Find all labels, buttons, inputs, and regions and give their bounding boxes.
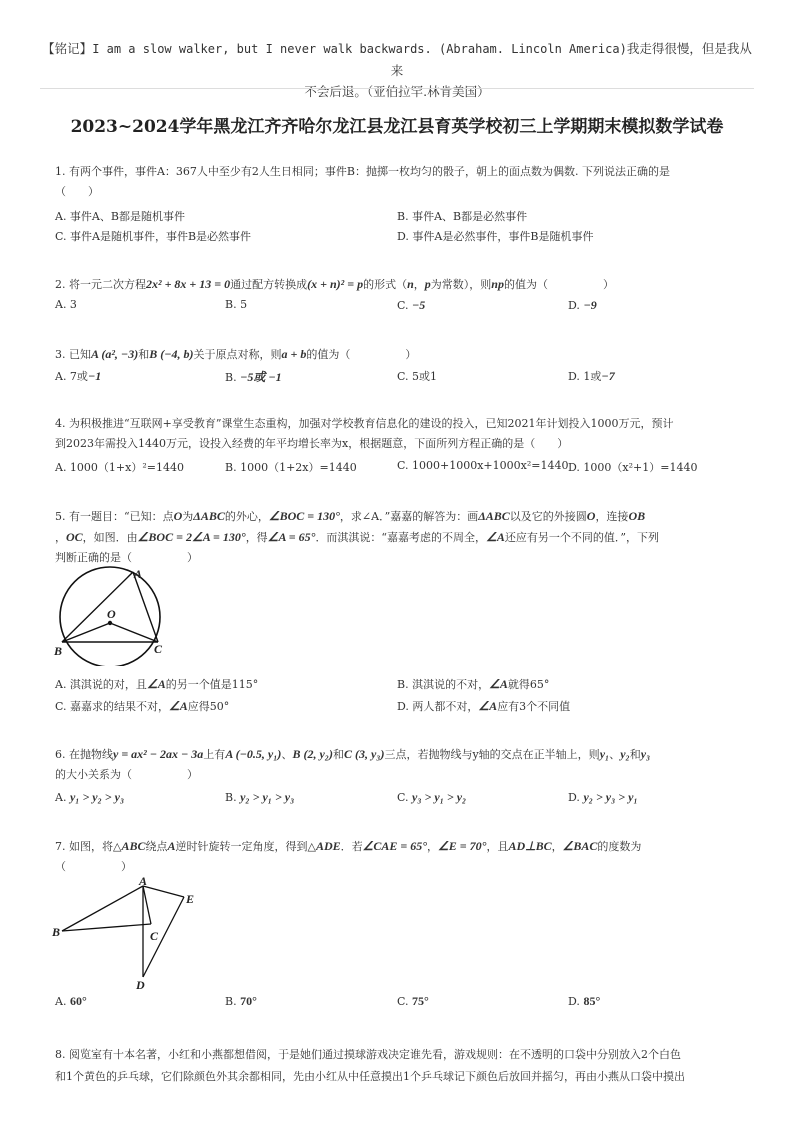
q7-text: 7. 如图，将△: [55, 840, 122, 853]
q6-option-c-label: C.: [397, 791, 409, 804]
q6-option-b-math: y₂ > y₁ > y₃: [240, 790, 295, 804]
q3-option-c[interactable]: C. 5或1: [397, 370, 438, 383]
q6-option-a-label: A.: [55, 791, 67, 804]
q5-text: ，得: [245, 531, 268, 544]
q5-option-c[interactable]: [55, 698, 229, 714]
q7-text: 的度数为: [597, 840, 642, 853]
q7-math: AD⊥BC: [508, 839, 552, 853]
q4-option-a[interactable]: A. 1000（1+x）²=1440: [55, 461, 184, 474]
q7-text: 绕点: [145, 840, 168, 853]
q3-option-b-math: −5或 −1: [240, 370, 282, 384]
q6-text: 和: [629, 748, 641, 761]
q6-option-a-math: y₁ > y₂ > y₃: [69, 790, 125, 804]
q4-stem-line2: 到2023年需投入1440万元，设投入经费的年平均增长率为x，根据题意，下面所列方程正确的是（ ）: [55, 437, 569, 450]
segment-ac: [143, 886, 151, 924]
q5-math: ∠A = 65°: [267, 530, 316, 544]
question-5-stem: [55, 506, 745, 568]
q1-option-b[interactable]: B. 事件A、B都是必然事件: [397, 210, 528, 223]
q6-math: y₁: [599, 747, 610, 761]
q7-option-c-label: C.: [397, 995, 409, 1008]
page-title: 2023~2024学年黑龙江齐齐哈尔龙江县龙江县育英学校初三上学期期末模拟数学试卷: [70, 117, 724, 137]
q8-stem-line2: 和1个黄色的乒乓球，它们除颜色外其余都相同，先由小红从中任意摸出1个乒乓球记下颜色后放回并摇匀，再由小燕从口袋中摸出: [55, 1070, 685, 1083]
q1-option-c[interactable]: C. 事件A是随机事件，事件B是必然事件: [55, 230, 252, 243]
q5-option-d-math: ∠A: [478, 699, 498, 713]
q7-option-a-label: A.: [55, 995, 67, 1008]
q5-circle-figure: [52, 566, 177, 666]
q5-text: ，: [55, 531, 66, 544]
q7-math: ABC: [121, 839, 146, 853]
header-motto: [40, 38, 754, 102]
q7-option-a-value: 60°: [69, 994, 87, 1008]
q2-text: 的形式（: [363, 278, 408, 291]
q3-option-b-label: B.: [225, 371, 237, 384]
label-a: A: [134, 567, 143, 581]
q2-option-a[interactable]: A. 3: [55, 298, 77, 311]
q5-option-a[interactable]: [55, 676, 258, 692]
q7-text: ，: [427, 840, 439, 853]
q5-option-d[interactable]: [397, 698, 570, 714]
q7-option-c[interactable]: [397, 994, 429, 1009]
q5-math: ΔABC: [478, 509, 510, 523]
label-a: A: [139, 875, 148, 888]
q6-text: 、: [609, 748, 621, 761]
label-o: O: [107, 607, 116, 621]
q7-text: ．若: [340, 840, 363, 853]
q6-math: C (3, y₃): [343, 747, 385, 761]
q5-math: O: [586, 509, 596, 523]
q7-rotation-figure: [50, 875, 200, 993]
q6-text: 和: [332, 748, 344, 761]
q2-option-c-math: −5: [412, 298, 426, 312]
q2-option-d-label: D.: [568, 299, 580, 312]
q3-option-d-label: D. 1或: [568, 370, 602, 383]
question-8-stem: [55, 1044, 745, 1088]
q6-option-c[interactable]: [397, 790, 466, 805]
q6-text: 6. 在抛物线: [55, 748, 113, 761]
q5-math: O: [173, 509, 183, 523]
q6-math: B (2, y₂): [292, 747, 333, 761]
q6-option-c-math: y₃ > y₁ > y₂: [412, 790, 467, 804]
q7-option-b-value: 70°: [240, 994, 257, 1008]
q6-math: y₂: [620, 747, 630, 761]
q2-math: p: [424, 277, 431, 291]
q7-stem-line2: （ ）: [55, 860, 132, 873]
header-divider: [40, 88, 754, 89]
q7-option-c-value: 75°: [412, 994, 429, 1008]
q6-option-a[interactable]: [55, 790, 124, 805]
q5-option-b-math: ∠A: [489, 677, 508, 691]
motto-chinese-2: 不会后退。（亚伯拉罕.林肯美国）: [304, 84, 490, 99]
q3-text: 的值为（ ）: [306, 348, 417, 361]
motto-chinese-1: 我走得很慢，但是我从来: [390, 41, 752, 78]
q2-math: np: [491, 277, 504, 291]
label-c: C: [154, 642, 163, 656]
segment-ab: [62, 886, 143, 931]
q5-text: 以及它的外接圆: [509, 510, 587, 523]
q7-option-d-value: 85°: [583, 994, 601, 1008]
q5-math: OC: [66, 530, 83, 544]
q2-text: ，: [413, 278, 425, 291]
q4-stem-line1: 4. 为积极推进“互联网+享受教育”课堂生态重构，加强对学校教育信息化的建设的投入，已知2021年计划投入1000万元，预计: [55, 417, 674, 430]
q3-option-d-math: −7: [601, 369, 615, 383]
q6-math: A (−0.5, y₁): [225, 747, 282, 761]
q6-option-d[interactable]: [568, 790, 638, 805]
q5-option-a-text: 的另一个值是115°: [165, 678, 259, 691]
q5-text: 的外心，: [224, 510, 269, 523]
q6-math: y = ax² − 2ax − 3a: [113, 747, 204, 761]
q2-option-c[interactable]: [397, 298, 425, 313]
q2-option-b[interactable]: B. 5: [225, 298, 248, 311]
q3-text: 关于原点对称，则: [193, 348, 282, 361]
question-1-stem: [55, 162, 745, 202]
label-b: B: [54, 644, 63, 658]
q2-option-c-label: C.: [397, 299, 409, 312]
q5-option-d-text: 应有3个不同值: [497, 700, 571, 713]
q1-stem-line2: （ ）: [55, 185, 99, 198]
question-2-stem: [55, 274, 745, 295]
q7-math: ∠E = 70°: [438, 839, 487, 853]
q3-option-d[interactable]: [568, 368, 615, 384]
q5-text: ，连接: [595, 510, 629, 523]
q3-math: a + b: [281, 347, 307, 361]
motto-english: I am a slow walker, but I never walk backwards. (Abraham. Lincoln America): [92, 42, 627, 56]
q6-stem-line2: 的大小关系为（ ）: [55, 768, 198, 781]
q6-text: 上有: [203, 748, 226, 761]
q2-math: 2x² + 8x + 13 = 0: [146, 277, 231, 291]
q6-math: y₃: [640, 747, 651, 761]
q5-text: ，如图．由: [82, 531, 138, 544]
q5-text: 为: [182, 510, 194, 523]
q5-option-a-math: ∠A: [146, 677, 166, 691]
q4-option-c[interactable]: C. 1000+1000x+1000x²=1440: [397, 459, 569, 472]
q5-math: ∠A: [486, 530, 505, 544]
q6-text: 、: [281, 748, 293, 761]
q6-option-d-math: y₂ > y₃ > y₁: [583, 790, 638, 804]
q5-text: 还应有另一个不同的值．”，下列: [504, 531, 659, 544]
q1-option-a[interactable]: A. 事件A、B都是随机事件: [55, 210, 185, 223]
q2-option-d[interactable]: [568, 298, 597, 313]
q7-option-b[interactable]: [225, 994, 257, 1009]
q2-math: (x + n)² = p: [307, 277, 364, 291]
q2-text: 2. 将一元二次方程: [55, 278, 146, 291]
question-7-stem: [55, 836, 745, 877]
segment-ae: [143, 886, 184, 897]
q5-math: ΔABC: [193, 509, 225, 523]
q5-option-c-text: C. 嘉嘉求的结果不对，: [55, 700, 170, 713]
q3-math: A (a², −3): [91, 347, 139, 361]
q7-math: A: [167, 839, 176, 853]
q3-option-a-math: −1: [87, 369, 102, 383]
q6-option-b[interactable]: [225, 790, 294, 805]
q2-text: 的值为（ ）: [503, 278, 614, 291]
q5-option-b-text: 就得65°: [507, 678, 550, 691]
q3-option-a-label: A. 7或: [55, 370, 88, 383]
label-b: B: [52, 925, 61, 939]
q5-option-b[interactable]: [397, 676, 549, 692]
q7-math: ADE: [315, 839, 341, 853]
segment-ab: [62, 572, 133, 642]
q7-text: 逆时针旋转一定角度，得到△: [175, 840, 316, 853]
q6-option-b-label: B.: [225, 791, 237, 804]
q6-text: 三点，若抛物线与y轴的交点在正半轴上，则: [384, 748, 600, 761]
q3-option-a[interactable]: [55, 368, 101, 384]
q2-option-d-math: −9: [583, 298, 597, 312]
q7-text: ，: [551, 840, 563, 853]
q3-math: B (−4, b): [149, 347, 194, 361]
q5-option-a-text: A. 淇淇说的对，且: [55, 678, 147, 691]
q2-math: n: [407, 277, 414, 291]
label-c: C: [150, 929, 159, 943]
q5-math: OB: [628, 509, 646, 523]
q5-math: ∠BOC = 2∠A = 130°: [137, 530, 246, 544]
q5-text: 5. 有一题目：“已知：点: [55, 510, 174, 523]
q7-option-d-label: D.: [568, 995, 580, 1008]
q5-math: ∠BOC = 130°: [268, 509, 340, 523]
q5-option-d-text: D. 两人都不对，: [397, 700, 479, 713]
q5-option-c-text: 应得50°: [187, 700, 230, 713]
q7-math: ∠CAE = 65°: [362, 839, 428, 853]
q2-text: 通过配方转换成: [230, 278, 308, 291]
segment-ob: [62, 623, 110, 642]
label-d: D: [136, 978, 145, 992]
q1-option-d[interactable]: D. 事件A是必然事件，事件B是随机事件: [397, 230, 594, 243]
q5-option-b-text: B. 淇淇说的不对，: [397, 678, 490, 691]
q5-stem-line3: 判断正确的是（ ）: [55, 551, 198, 564]
q2-text: 为常数），则: [430, 278, 492, 291]
q6-option-d-label: D.: [568, 791, 580, 804]
q5-text: ，求∠A．”嘉嘉的解答为：画: [339, 510, 479, 523]
motto-prefix: 【铭记】: [42, 41, 93, 56]
q8-stem-line1: 8. 阅览室有十本名著，小红和小燕都想借阅，于是她们通过摸球游戏决定谁先看，游戏规则：在不透明的口袋中分别放入2个白色: [55, 1048, 681, 1061]
q5-text: ．而淇淇说：“嘉嘉考虑的不周全，: [315, 531, 487, 544]
q7-option-a[interactable]: [55, 994, 87, 1009]
question-6-stem: [55, 744, 745, 785]
label-e: E: [186, 892, 195, 906]
q3-text: 和: [138, 348, 150, 361]
q5-option-c-math: ∠A: [169, 699, 188, 713]
q7-option-b-label: B.: [225, 995, 237, 1008]
q3-option-b[interactable]: [225, 368, 282, 385]
question-4-stem: [55, 414, 745, 454]
q7-text: ，且: [486, 840, 509, 853]
q7-option-d[interactable]: [568, 994, 600, 1009]
segment-oc: [110, 623, 158, 642]
q4-option-b[interactable]: B. 1000（1+2x）=1440: [225, 461, 357, 474]
q3-text: 3. 已知: [55, 348, 91, 361]
center-point: [108, 621, 112, 625]
question-3-stem: [55, 344, 745, 365]
segment-bc: [62, 924, 151, 931]
q1-stem-line1: 1. 有两个事件，事件A：367人中至少有2人生日相同；事件B：抛掷一枚均匀的骰子，朝上的面点数为偶数. 下列说法正确的是: [55, 165, 671, 178]
q4-option-d[interactable]: D. 1000（x²+1）=1440: [568, 461, 698, 474]
q7-math: ∠BAC: [562, 839, 598, 853]
